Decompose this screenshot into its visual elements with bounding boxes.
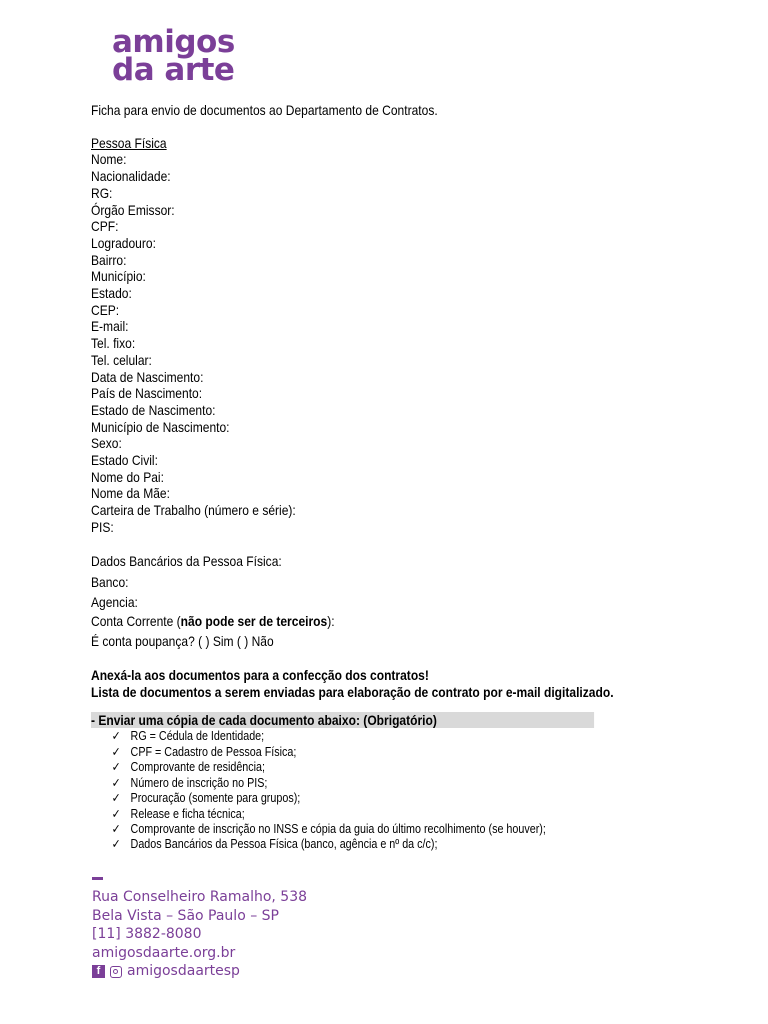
form-field-label: Estado: xyxy=(91,285,132,302)
list-item-text: Procuração (somente para grupos); xyxy=(130,791,301,806)
form-field-label: Município: xyxy=(91,268,146,285)
logo-line-1: amigos xyxy=(112,24,235,60)
facebook-icon[interactable]: f xyxy=(92,965,105,978)
checkmark-icon: ✓ xyxy=(111,837,121,852)
footer xyxy=(92,874,307,981)
footer-phone: [11] 3882-8080 xyxy=(92,926,202,943)
list-item-text: Comprovante de residência; xyxy=(130,760,266,775)
agency-field: Agencia: xyxy=(91,593,138,610)
form-field-label: Estado Civil: xyxy=(91,452,158,469)
list-item-text: Dados Bancários da Pessoa Física (banco, agência e nº da c/c); xyxy=(130,837,438,852)
intro-text: Ficha para envio de documentos ao Departamento de Contratos. xyxy=(91,102,438,118)
instagram-icon[interactable] xyxy=(110,966,122,978)
form-text xyxy=(91,102,676,853)
list-item xyxy=(112,729,676,744)
form-field-label: Nome da Mãe: xyxy=(91,485,170,502)
form-field-label: Nacionalidade: xyxy=(91,168,171,185)
checkmark-icon: ✓ xyxy=(111,760,121,775)
form-field-label: Carteira de Trabalho (número e série): xyxy=(91,502,296,519)
form-field-label: Estado de Nascimento: xyxy=(91,401,216,418)
form-field-label: Município de Nascimento: xyxy=(91,418,230,435)
footer-dash xyxy=(92,877,103,880)
list-item xyxy=(112,745,676,760)
form-field-label: Tel. celular: xyxy=(91,351,152,368)
list-item-text: CPF = Cadastro de Pessoa Física; xyxy=(130,744,297,759)
account-field xyxy=(91,612,676,632)
form-field-label: CEP: xyxy=(91,301,120,318)
list-item xyxy=(112,807,676,822)
list-item xyxy=(112,791,676,806)
form-field-label: Sexo: xyxy=(91,435,122,452)
checkmark-icon: ✓ xyxy=(111,744,121,759)
footer-website[interactable]: amigosdaarte.org.br xyxy=(92,944,236,961)
account-warning: não pode ser de terceiros xyxy=(180,613,328,630)
form-field-label: País de Nascimento: xyxy=(91,385,203,402)
notice-line-1: Anexá-la aos documentos para a confecção dos contratos! xyxy=(91,667,429,684)
list-item xyxy=(112,760,676,775)
checkmark-icon: ✓ xyxy=(111,806,121,821)
list-item-text: Release e ficha técnica; xyxy=(130,806,245,821)
list-item xyxy=(112,776,676,791)
form-field-label: CPF: xyxy=(91,218,119,235)
form-field-label: Nome do Pai: xyxy=(91,468,164,485)
account-prefix: Conta Corrente ( xyxy=(91,613,181,630)
pessoa-fisica-title: Pessoa Física xyxy=(91,134,167,151)
footer-address-1: Rua Conselheiro Ramalho, 538 xyxy=(92,889,308,905)
form-field-label: Bairro: xyxy=(91,251,127,268)
list-item-text: Comprovante de inscrição no INSS e cópia da guia do último recolhimento (se houver); xyxy=(130,821,546,836)
bank-field: Banco: xyxy=(91,574,129,591)
bank-title: Dados Bancários da Pessoa Física: xyxy=(91,552,282,569)
list-item-text: RG = Cédula de Identidade; xyxy=(130,729,265,744)
form-field-label: PIS: xyxy=(91,518,114,535)
checkmark-icon: ✓ xyxy=(111,821,121,836)
form-field-label: RG: xyxy=(91,184,113,201)
form-field-label: Tel. fixo: xyxy=(91,335,136,352)
checkmark-icon: ✓ xyxy=(111,791,121,806)
list-item xyxy=(112,822,676,837)
docs-header: - Enviar uma cópia de cada documento abaixo: (Obrigatório) xyxy=(91,712,594,728)
notice-line-2: Lista de documentos a serem enviadas para elaboração de contrato por e-mail digitalizado. xyxy=(91,683,614,700)
logo-line-2: da arte xyxy=(112,52,235,88)
list-item-text: Número de inscrição no PIS; xyxy=(130,775,268,790)
footer-social xyxy=(92,962,307,981)
form-field-label: Órgão Emissor: xyxy=(91,201,175,218)
form-field-label: E-mail: xyxy=(91,318,129,335)
list-item xyxy=(112,837,676,852)
bank-section xyxy=(91,552,676,652)
footer-address-2: Bela Vista – São Paulo – SP xyxy=(92,907,279,924)
document-body xyxy=(91,102,681,853)
pessoa-fisica-fields xyxy=(91,151,676,535)
social-handle[interactable]: amigosdaartesp xyxy=(127,963,240,980)
logo xyxy=(112,24,235,88)
checkmark-icon: ✓ xyxy=(111,729,121,744)
savings-question: É conta poupança? ( ) Sim ( ) Não xyxy=(91,632,274,649)
form-field-label: Logradouro: xyxy=(91,234,156,251)
account-suffix: ): xyxy=(327,613,335,630)
form-field-label: Nome: xyxy=(91,151,127,168)
docs-list xyxy=(91,729,676,852)
checkmark-icon: ✓ xyxy=(111,775,121,790)
form-field-label: Data de Nascimento: xyxy=(91,368,204,385)
